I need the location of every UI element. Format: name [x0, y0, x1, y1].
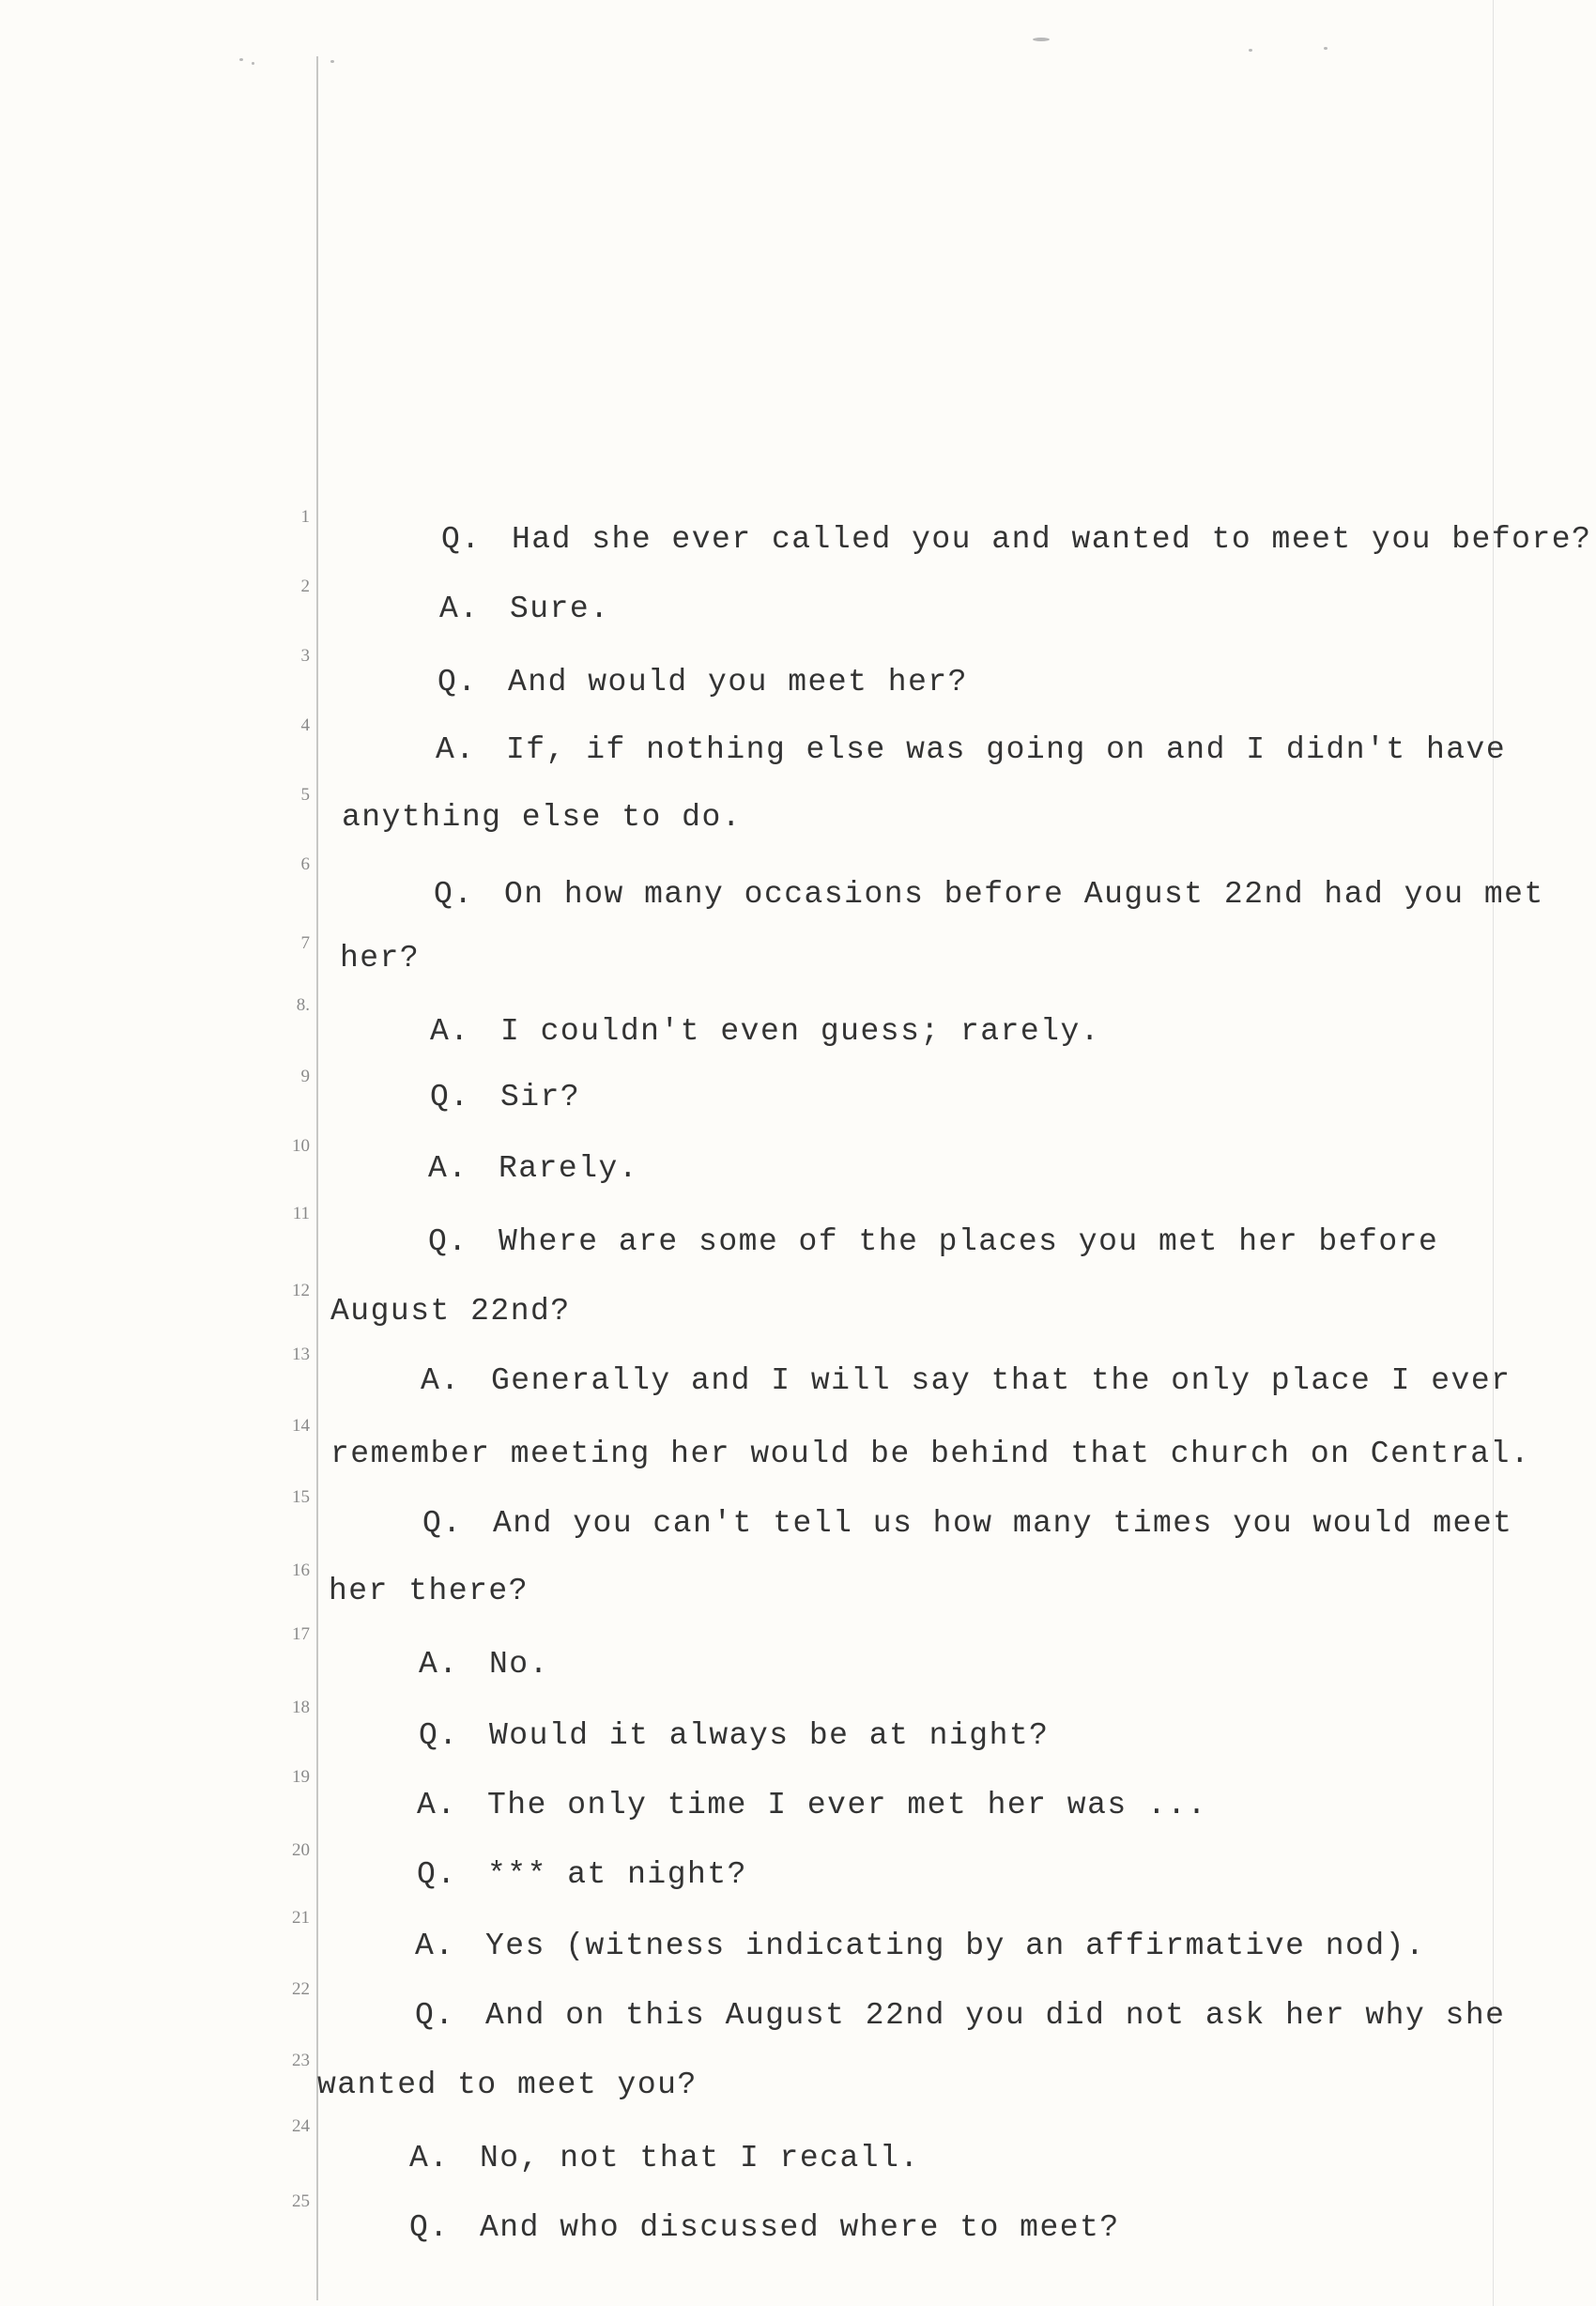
speaker-marker: A.	[436, 732, 476, 767]
scan-speck	[1033, 38, 1050, 41]
line-number: 16	[292, 1560, 310, 1580]
speaker-marker: Q.	[430, 1080, 470, 1115]
line-content: And you can't tell us how many times you would meet	[493, 1506, 1513, 1541]
transcript-line	[419, 1718, 1050, 1753]
speaker-marker: Q.	[441, 522, 482, 557]
line-content: her?	[340, 941, 421, 976]
speaker-marker: A.	[409, 2141, 450, 2175]
transcript-line	[415, 1929, 1425, 1963]
transcript-line	[441, 522, 1591, 557]
speaker-marker: Q.	[437, 665, 478, 699]
transcript-line	[415, 1998, 1505, 2033]
transcript-line	[317, 2068, 698, 2102]
transcript-line	[430, 1080, 580, 1115]
scan-speck	[252, 62, 254, 65]
line-content: wanted to meet you?	[317, 2068, 698, 2102]
transcript-line	[417, 1788, 1207, 1822]
line-number: 1	[300, 507, 310, 527]
transcript-line	[428, 1151, 638, 1186]
speaker-marker: A.	[419, 1647, 459, 1682]
speaker-marker: A.	[428, 1151, 468, 1186]
transcript-line	[409, 2141, 920, 2175]
line-content: Sir?	[500, 1080, 581, 1115]
speaker-marker: A.	[430, 1014, 470, 1049]
line-content: On how many occasions before August 22nd had you met	[504, 877, 1544, 912]
line-content: anything else to do.	[342, 800, 743, 835]
line-number: 4	[300, 715, 310, 735]
line-content: Sure.	[510, 592, 610, 626]
transcript-line	[437, 665, 968, 699]
left-margin-rule	[316, 56, 318, 2300]
transcript-line	[342, 800, 742, 835]
speaker-marker: Q.	[434, 877, 474, 912]
line-content: August 22nd?	[330, 1294, 571, 1329]
transcript-line	[409, 2210, 1120, 2245]
line-number: 22	[292, 1979, 310, 1999]
scan-speck	[330, 60, 334, 63]
transcript-line	[417, 1857, 747, 1892]
line-number: 19	[292, 1767, 310, 1787]
line-number: 21	[292, 1908, 310, 1928]
line-content: I couldn't even guess; rarely.	[500, 1014, 1101, 1049]
speaker-marker: Q.	[428, 1224, 468, 1259]
line-number: 9	[300, 1067, 310, 1086]
line-number: 20	[292, 1840, 310, 1860]
transcript-line	[430, 1014, 1100, 1049]
line-content: Generally and I will say that the only place I ever	[491, 1363, 1512, 1398]
line-number: 23	[292, 2051, 310, 2070]
transcript-line	[428, 1224, 1438, 1259]
transcript-line	[421, 1363, 1511, 1398]
speaker-marker: Q.	[419, 1718, 459, 1753]
line-number: 3	[300, 646, 310, 666]
line-number: 10	[292, 1136, 310, 1156]
line-number: 15	[292, 1487, 310, 1507]
speaker-marker: Q.	[409, 2210, 450, 2245]
line-content: And would you meet her?	[508, 665, 968, 699]
transcript-line	[439, 592, 610, 626]
scan-speck	[239, 58, 243, 61]
line-content: her there?	[329, 1574, 529, 1608]
line-content: remember meeting her would be behind that church on Central.	[330, 1437, 1531, 1471]
transcript-line	[330, 1437, 1530, 1471]
line-content: Rarely.	[499, 1151, 639, 1186]
transcript-line	[434, 877, 1544, 912]
speaker-marker: A.	[415, 1929, 455, 1963]
scan-speck	[1249, 49, 1252, 52]
speaker-marker: Q.	[417, 1857, 457, 1892]
line-content: And on this August 22nd you did not ask her why she	[485, 1998, 1506, 2033]
transcript-line	[422, 1506, 1512, 1541]
line-content: Had she ever called you and wanted to meet you before?	[512, 522, 1592, 557]
line-content: *** at night?	[487, 1857, 747, 1892]
line-number: 2	[300, 576, 310, 596]
speaker-marker: A.	[417, 1788, 457, 1822]
speaker-marker: A.	[421, 1363, 461, 1398]
line-content: Would it always be at night?	[489, 1718, 1050, 1753]
speaker-marker: Q.	[415, 1998, 455, 2033]
speaker-marker: Q.	[422, 1506, 463, 1541]
line-number: 24	[292, 2116, 310, 2136]
line-content: No, not that I recall.	[480, 2141, 920, 2175]
transcript-line	[436, 732, 1506, 767]
transcript-line	[419, 1647, 549, 1682]
line-number: 17	[292, 1624, 310, 1644]
line-content: Yes (witness indicating by an affirmative nod).	[485, 1929, 1426, 1963]
line-number: 18	[292, 1698, 310, 1717]
right-margin-rule	[1493, 0, 1494, 2306]
transcript-line	[330, 1294, 571, 1329]
line-number: 25	[292, 2191, 310, 2211]
line-content: No.	[489, 1647, 549, 1682]
line-number: 14	[292, 1416, 310, 1436]
line-number: 7	[300, 933, 310, 953]
line-number: 12	[292, 1281, 310, 1300]
line-content: The only time I ever met her was ...	[487, 1788, 1207, 1822]
transcript-line	[329, 1574, 529, 1608]
line-number: 11	[292, 1204, 310, 1223]
transcript-line	[340, 941, 420, 976]
line-content: If, if nothing else was going on and I didn't have	[506, 732, 1507, 767]
line-number: 13	[292, 1345, 310, 1364]
line-number: 6	[300, 854, 310, 874]
line-content: Where are some of the places you met her before	[499, 1224, 1439, 1259]
line-number: 8.	[296, 995, 310, 1015]
line-number: 5	[300, 785, 310, 805]
line-content: And who discussed where to meet?	[480, 2210, 1120, 2245]
speaker-marker: A.	[439, 592, 480, 626]
scan-speck	[1324, 47, 1327, 50]
